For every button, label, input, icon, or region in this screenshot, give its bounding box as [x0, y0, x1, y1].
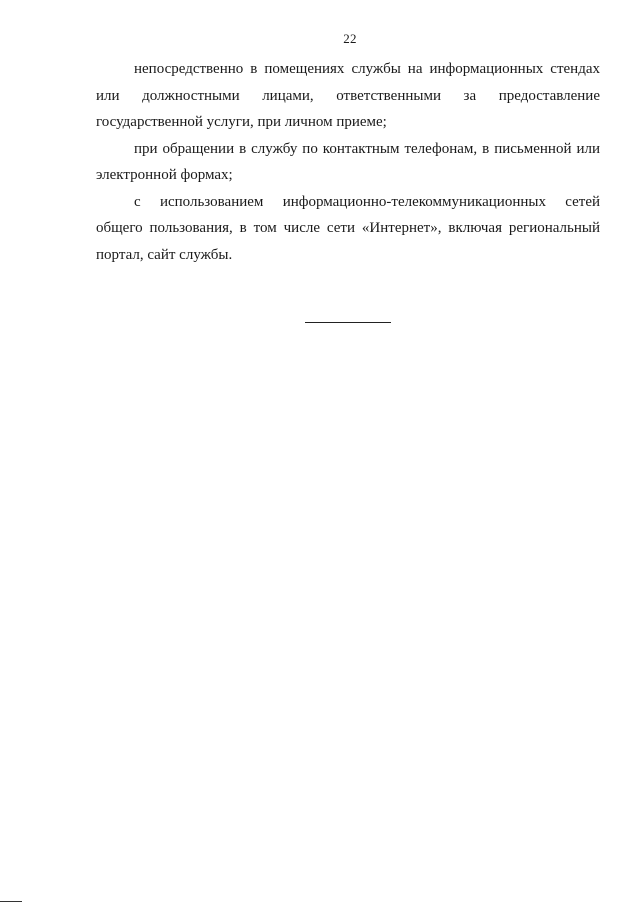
paragraph-internet: с использованием информационно-телекоммуникационных сетей общего пользования, в том числе сети «Интернет», включая региональный портал, сайт службы. — [96, 193, 600, 263]
end-separator-line — [305, 322, 391, 323]
scan-edge-mark — [0, 901, 22, 902]
document-body — [96, 56, 600, 268]
paragraph-phone-written: при обращении в службу по контактным телефонам, в письменной или электронной формах; — [96, 140, 600, 183]
page-number: 22 — [343, 31, 357, 46]
paragraph-in-person: непосредственно в помещениях службы на информационных стендах или должностными лицами, ответственными за предоставление государственной услуги, при личном приеме; — [96, 61, 600, 130]
